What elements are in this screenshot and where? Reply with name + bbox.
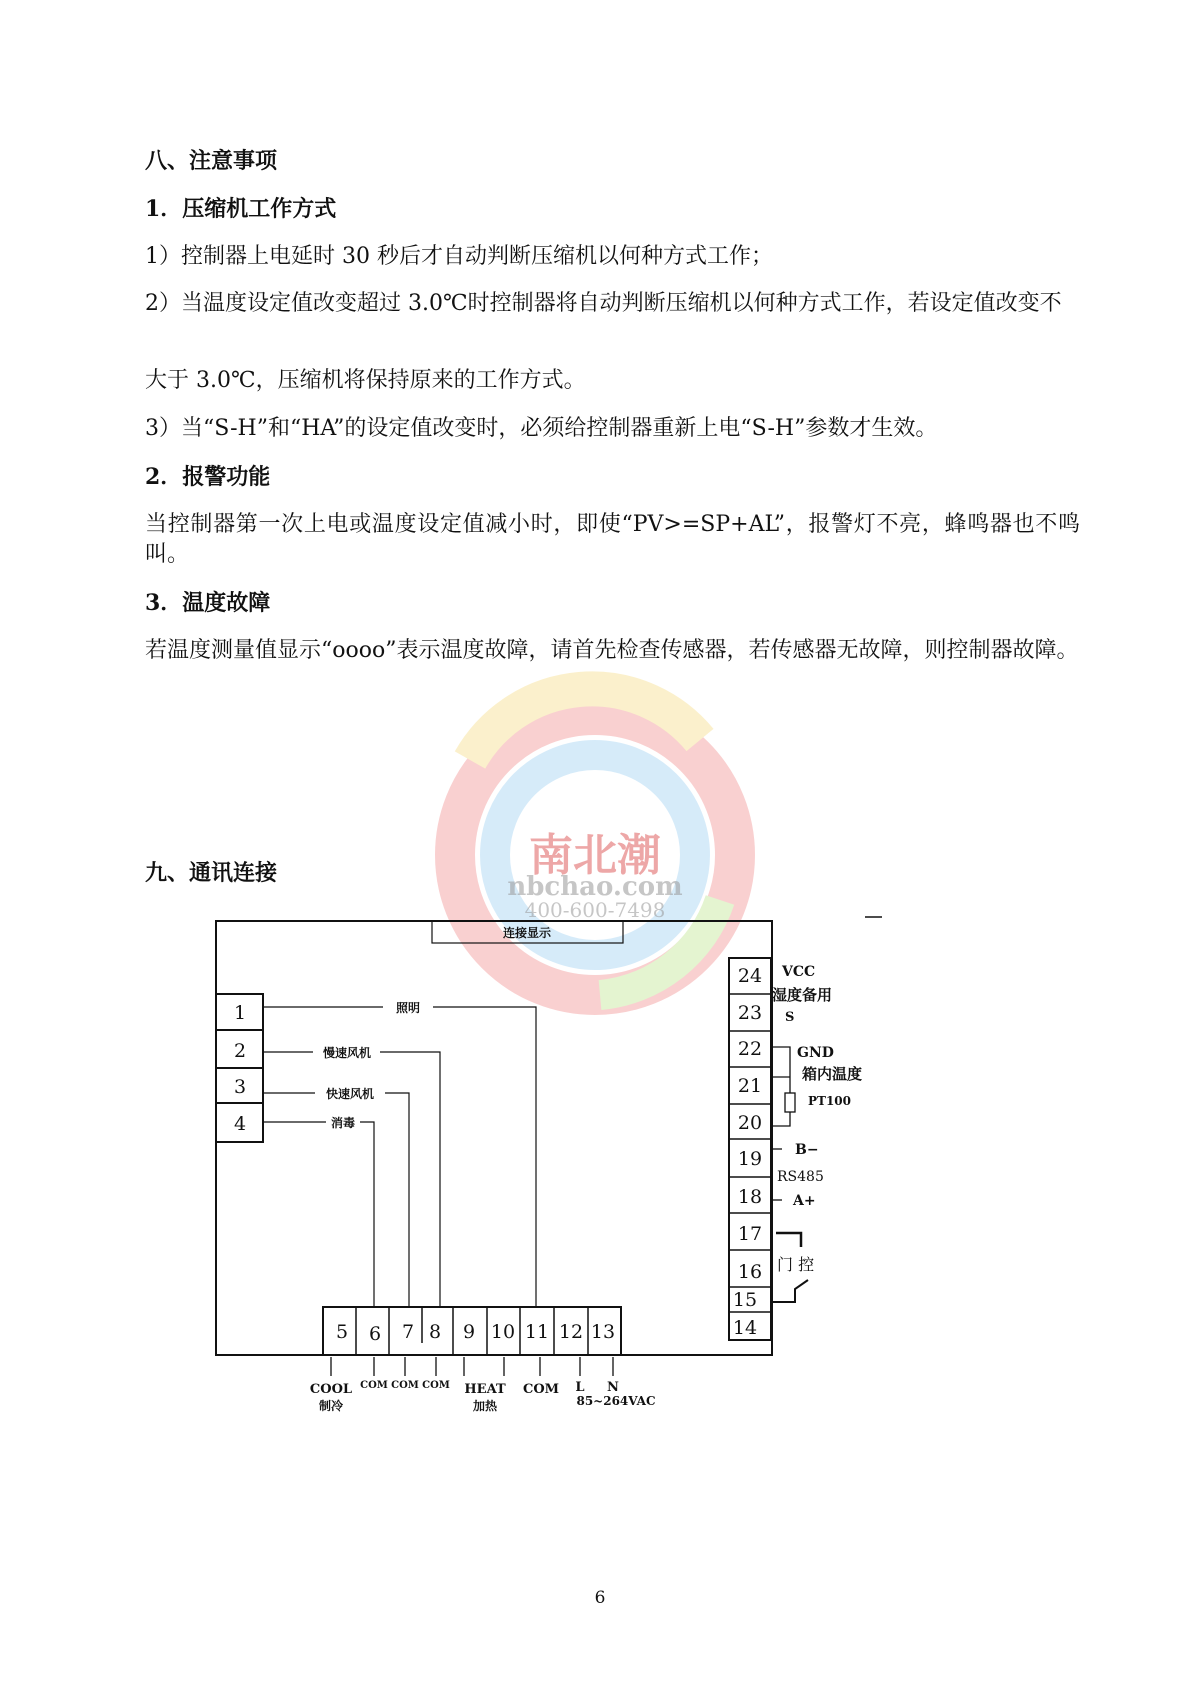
display-label: 连接显示 bbox=[502, 926, 552, 940]
section-8-title: 八、注意事项 bbox=[145, 148, 278, 174]
label-l: L bbox=[575, 1380, 585, 1395]
terminal-2: 2 bbox=[233, 1040, 247, 1062]
label-fast-fan: 快速风机 bbox=[325, 1087, 375, 1101]
subsection-3-title: 3．温度故障 bbox=[145, 590, 271, 616]
label-n: N bbox=[607, 1380, 619, 1395]
terminal-8: 8 bbox=[428, 1321, 442, 1343]
terminal-17: 17 bbox=[737, 1223, 763, 1245]
subsection-2-title: 2．报警功能 bbox=[145, 464, 271, 490]
terminal-21: 21 bbox=[737, 1075, 763, 1097]
label-door-control: 门 控 bbox=[777, 1255, 815, 1274]
label-lighting: 照明 bbox=[395, 1001, 421, 1015]
svg-text:nbchao.com: nbchao.com bbox=[507, 872, 683, 902]
terminal-1: 1 bbox=[233, 1002, 247, 1024]
paragraph: 当控制器第一次上电或温度设定值减小时，即使“PV>=SP+AL”，报警灯不亮，蜂鸣器也不鸣叫。 bbox=[145, 512, 1080, 567]
terminal-10: 10 bbox=[490, 1321, 516, 1343]
label-heat: HEAT bbox=[464, 1382, 506, 1397]
paragraph: 大于 3.0℃，压缩机将保持原来的工作方式。 bbox=[145, 368, 586, 393]
label-cool: COOL bbox=[309, 1382, 353, 1397]
label-cool-cn: 制冷 bbox=[318, 1399, 344, 1413]
paragraph: 3）当“S-H”和“HA”的设定值改变时，必须给控制器重新上电“S-H”参数才生效。 bbox=[145, 416, 938, 441]
label-voltage: 85~264VAC bbox=[576, 1394, 656, 1408]
terminal-4: 4 bbox=[233, 1113, 247, 1135]
terminal-9: 9 bbox=[462, 1321, 476, 1343]
label-pt100: PT100 bbox=[808, 1094, 852, 1108]
label-com-11: COM bbox=[522, 1382, 560, 1397]
subsection-1-title: 1．压缩机工作方式 bbox=[145, 196, 337, 222]
label-box-temp: 箱内温度 bbox=[802, 1065, 863, 1083]
label-com-8: COM bbox=[422, 1380, 450, 1391]
label-com-6: COM bbox=[360, 1380, 388, 1391]
label-a-plus: A+ bbox=[793, 1193, 816, 1209]
label-heat-cn: 加热 bbox=[472, 1399, 498, 1413]
section-9-title: 九、通讯连接 bbox=[145, 860, 278, 886]
terminal-11: 11 bbox=[524, 1321, 550, 1343]
paragraph: 1）控制器上电延时 30 秒后才自动判断压缩机以何种方式工作； bbox=[145, 244, 773, 269]
label-humidity-spare: 湿度备用 bbox=[772, 986, 833, 1004]
terminal-19: 19 bbox=[737, 1148, 763, 1170]
terminal-23: 23 bbox=[737, 1002, 763, 1024]
terminal-7: 7 bbox=[401, 1321, 415, 1343]
terminal-12: 12 bbox=[558, 1321, 584, 1343]
label-slow-fan: 慢速风机 bbox=[322, 1046, 372, 1060]
label-s: S bbox=[785, 1010, 795, 1025]
terminal-22: 22 bbox=[737, 1038, 763, 1060]
label-b-minus: B− bbox=[795, 1142, 819, 1158]
terminal-3: 3 bbox=[233, 1076, 247, 1098]
page-number: 6 bbox=[594, 1588, 606, 1608]
terminal-16: 16 bbox=[737, 1261, 763, 1283]
terminal-13: 13 bbox=[590, 1321, 616, 1343]
label-rs485: RS485 bbox=[777, 1169, 824, 1185]
terminal-5: 5 bbox=[335, 1321, 349, 1343]
terminal-15: 15 bbox=[732, 1289, 758, 1311]
paragraph: 若温度测量值显示“oooo”表示温度故障，请首先检查传感器，若传感器无故障，则控制器故障。 bbox=[145, 638, 1079, 663]
label-gnd: GND bbox=[797, 1045, 834, 1061]
terminal-24: 24 bbox=[737, 965, 763, 987]
terminal-14: 14 bbox=[732, 1317, 758, 1339]
terminal-6: 6 bbox=[368, 1323, 382, 1345]
controller-outline bbox=[216, 921, 772, 1355]
label-disinfect: 消毒 bbox=[330, 1116, 356, 1130]
svg-text:400-600-7498: 400-600-7498 bbox=[524, 898, 666, 922]
svg-text:南北潮: 南北潮 bbox=[529, 830, 661, 881]
label-vcc: VCC bbox=[782, 964, 816, 980]
label-com-7: COM bbox=[391, 1380, 419, 1391]
watermark-text bbox=[507, 830, 682, 922]
terminal-20: 20 bbox=[737, 1112, 763, 1134]
terminal-18: 18 bbox=[737, 1186, 763, 1208]
pt100-resistor bbox=[785, 1093, 795, 1112]
paragraph: 2）当温度设定值改变超过 3.0℃时控制器将自动判断压缩机以何种方式工作，若设定值改变不 bbox=[145, 291, 1062, 316]
